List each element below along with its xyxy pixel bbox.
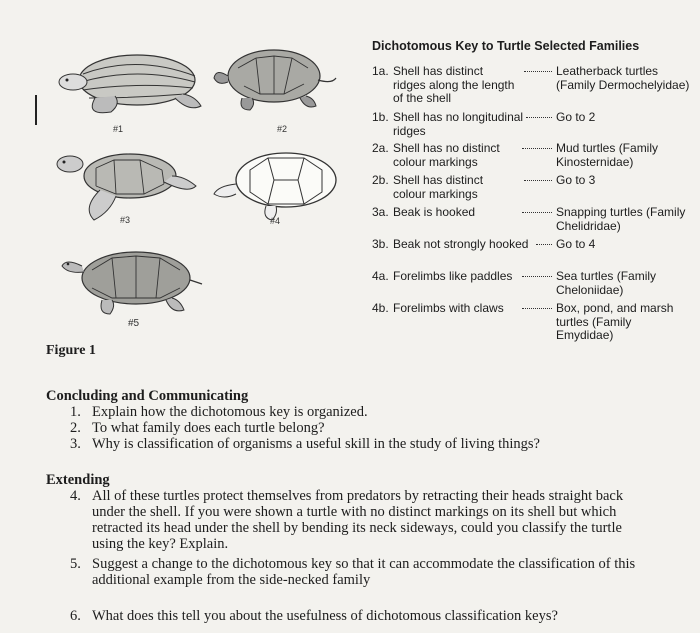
- key-entry-number: 3b.: [372, 237, 389, 251]
- concluding-section: [46, 388, 686, 452]
- key-entry-result: Mud turtles (Family Kinosternidae): [556, 141, 659, 169]
- leader-dots: [526, 117, 552, 118]
- leader-dots: [522, 212, 552, 213]
- key-entry-criterion: Shell has no distinct colour markings: [393, 141, 500, 169]
- key-entry-criterion: Beak is hooked: [393, 205, 476, 219]
- turtle-4-label: #4: [270, 216, 281, 226]
- question-text: What does this tell you about the usefulness of dichotomous classification keys?: [92, 608, 558, 624]
- key-entry-result: Sea turtles (Family Cheloniidae): [556, 269, 657, 297]
- figure-caption: Figure 1: [46, 343, 96, 358]
- extending-section: [46, 472, 686, 624]
- question-text: To what family does each turtle belong?: [92, 420, 325, 436]
- key-entry-number: 1a.: [372, 64, 389, 78]
- question-text: Why is classification of organisms a useful skill in the study of living things?: [92, 436, 540, 452]
- key-entry-criterion: Forelimbs with claws: [393, 301, 504, 315]
- extending-heading: Extending: [46, 472, 110, 488]
- key-entry-result: Box, pond, and marsh turtles (Family Emydidae): [556, 301, 674, 342]
- key-entry-criterion: Beak not strongly hooked: [393, 237, 529, 251]
- key-entry-number: 2b.: [372, 173, 389, 187]
- key-entry-criterion: Shell has distinct ridges along the length of the shell: [393, 64, 515, 105]
- turtle-2-label: #2: [277, 124, 288, 134]
- leader-dots: [522, 148, 552, 149]
- question-number: 6.: [70, 608, 81, 624]
- turtle-3-label: #3: [120, 215, 131, 225]
- key-entry-result: Go to 3: [556, 173, 596, 187]
- leader-dots: [524, 71, 552, 72]
- leader-dots: [536, 244, 552, 245]
- key-entry-number: 3a.: [372, 205, 389, 219]
- key-entry-number: 4b.: [372, 301, 389, 315]
- question-number: 3.: [70, 436, 81, 452]
- key-entry-result: Go to 2: [556, 110, 596, 124]
- question-text: Suggest a change to the dichotomous key so that it can accommodate the classification of this additional example from the side-necked family: [92, 556, 636, 588]
- turtle-5-illustration: [56, 244, 206, 319]
- question-number: 1.: [70, 404, 81, 420]
- turtle-2-illustration: [208, 38, 338, 118]
- key-title: Dichotomous Key to Turtle Selected Families: [372, 39, 640, 53]
- concluding-heading: Concluding and Communicating: [46, 388, 249, 404]
- question-number: 2.: [70, 420, 81, 436]
- key-entry-result: Go to 4: [556, 237, 596, 251]
- turtle-4-illustration: [210, 146, 345, 226]
- question-number: 4.: [70, 488, 81, 504]
- key-entry-number: 2a.: [372, 141, 389, 155]
- margin-mark: [35, 95, 37, 125]
- key-entry-criterion: Shell has no longitudinal ridges: [393, 110, 524, 138]
- turtle-1-label: #1: [113, 124, 124, 134]
- key-entry-criterion: Shell has distinct colour markings: [393, 173, 484, 201]
- leader-dots: [522, 308, 552, 309]
- key-entry-result: Snapping turtles (Family Chelidridae): [556, 205, 686, 233]
- key-entry-criterion: Forelimbs like paddles: [393, 269, 513, 283]
- turtle-5-label: #5: [128, 318, 140, 329]
- question-text: All of these turtles protect themselves from predators by retracting their heads straight back under the shell. If you were shown a turtle with no distinct markings on its shell but which retracted its head under the shell by bending its neck sideways, could you classify the turtle using the key? Explain.: [92, 488, 624, 552]
- turtle-1-illustration: [55, 40, 205, 120]
- key-entry-number: 1b.: [372, 110, 389, 124]
- key-entry-result: Leatherback turtles (Family Dermochelyidae): [556, 64, 690, 92]
- key-entry-number: 4a.: [372, 269, 389, 283]
- leader-dots: [522, 276, 552, 277]
- turtle-3-illustration: [52, 142, 202, 222]
- question-number: 5.: [70, 556, 81, 572]
- question-text: Explain how the dichotomous key is organized.: [92, 404, 368, 420]
- leader-dots: [524, 180, 552, 181]
